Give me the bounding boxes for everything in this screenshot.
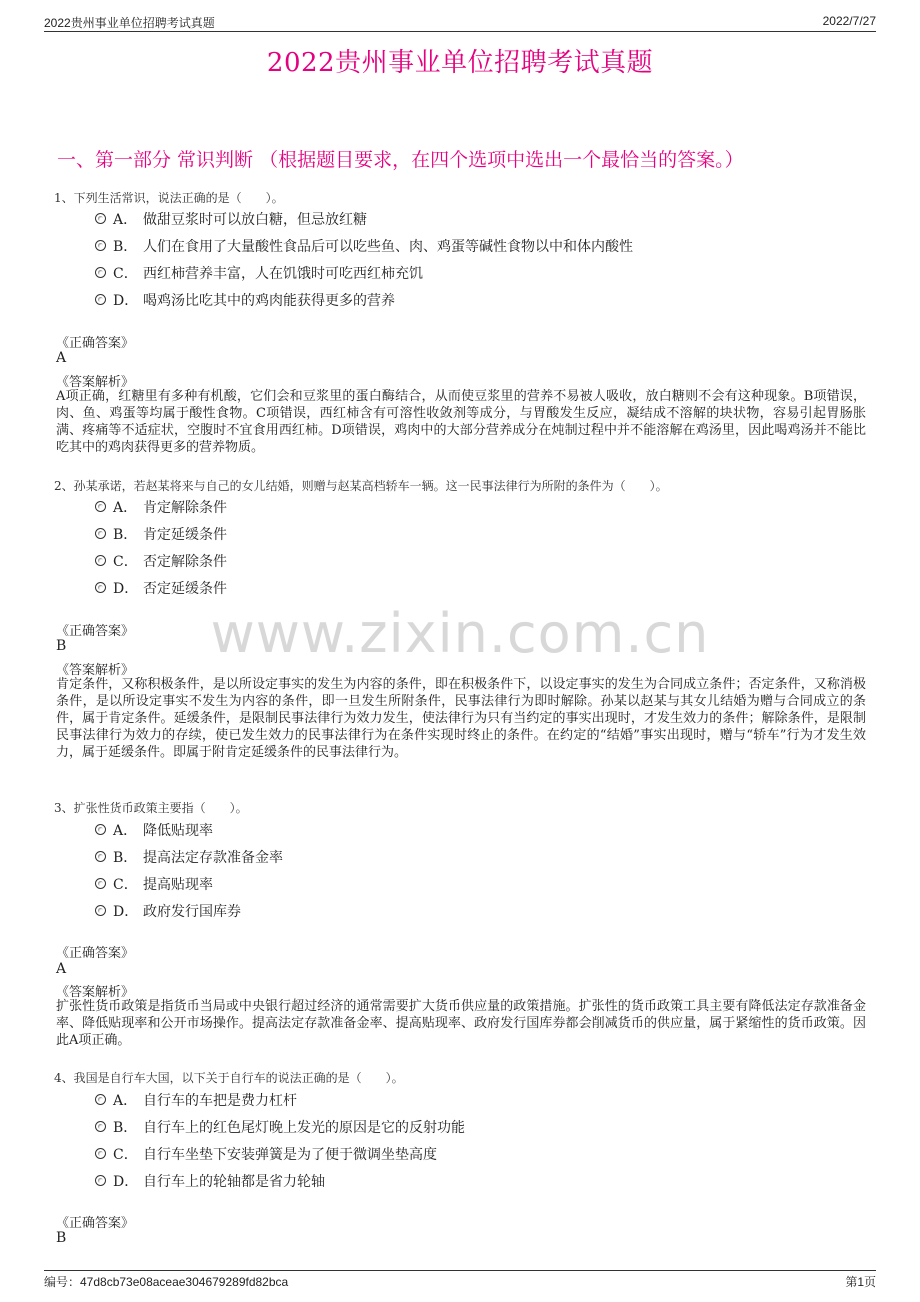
radio-icon[interactable]: [95, 240, 106, 251]
option-letter: A．: [113, 212, 138, 228]
document-id: 编号：47d8cb73e08aceae304679289fd82bca: [44, 1275, 289, 1289]
radio-icon[interactable]: [95, 824, 106, 835]
option-text: 做甜豆浆时可以放白糖，但忌放红糖: [143, 212, 367, 228]
option-letter: A．: [113, 500, 138, 516]
option-text: 否定延缓条件: [143, 581, 227, 597]
radio-icon[interactable]: [95, 1148, 106, 1159]
option-text: 提高贴现率: [143, 877, 213, 893]
option-letter: D．: [113, 1174, 139, 1190]
option-letter: C．: [113, 877, 138, 893]
radio-icon[interactable]: [95, 905, 106, 916]
option-text: 自行车的车把是费力杠杆: [143, 1093, 297, 1109]
radio-icon[interactable]: [95, 267, 106, 278]
question-3-explanation: 扩张性货币政策是指货币当局或中央银行超过经济的通常需要扩大货币供应量的政策措施。扩张性的货币政策工具主要有降低法定存款准备金率、降低贴现率和公开市场操作。提高法定存款准备金率、提高贴现率、政府发行国库券都会削减货币的供应量，属于紧缩性的货币政策。因此A项正确。: [56, 999, 866, 1048]
option-letter: A．: [113, 1093, 138, 1109]
option-letter: B．: [113, 239, 138, 255]
option-text: 肯定解除条件: [143, 500, 227, 516]
option-letter: B．: [113, 850, 138, 866]
question-2-answer: B: [56, 638, 67, 654]
radio-icon[interactable]: [95, 1175, 106, 1186]
page-footer: [44, 1273, 876, 1291]
option-text: 否定解除条件: [143, 554, 227, 570]
question-1-stem: 1、下列生活常识，说法正确的是（ ）。: [54, 191, 284, 205]
radio-icon[interactable]: [95, 851, 106, 862]
question-1-answer: A: [56, 350, 67, 366]
question-2-stem: 2、孙某承诺，若赵某将来与自己的女儿结婚，则赠与赵某高档轿车一辆。这一民事法律行为所附的条件为（ ）。: [54, 479, 668, 493]
document-title: 2022贵州事业单位招聘考试真题: [266, 48, 654, 78]
option-text: 提高法定存款准备金率: [143, 850, 283, 866]
radio-icon[interactable]: [95, 1121, 106, 1132]
question-2-explanation: 肯定条件，又称积极条件，是以所设定事实的发生为内容的条件，即在积极条件下，以设定事实的发生为合同成立条件；否定条件，又称消极条件，是以所设定事实不发生为内容的条件，即一旦发生所附条件，民事法律行为即时解除。孙某以赵某与其女儿结婚为赠与合同成立的条件，属于肯定条件。延缓条件，是限制民事法律行为效力发生，使法律行为只有当约定的事实出现时，才发生效力的条件；解除条件，是限制民事法律行为效力的存续，使已发生效力的民事法律行为在条件实现时终止的条件。在约定的“结婚”事实出现时，赠与“轿车”行为才发生效力，属于延缓条件。即属于附肯定延缓条件的民事法律行为。: [56, 677, 866, 760]
answer-label: 《正确答案》: [56, 946, 135, 961]
radio-icon[interactable]: [95, 501, 106, 512]
option-text: 自行车坐垫下安装弹簧是为了便于微调坐垫高度: [143, 1147, 437, 1163]
footer-divider: [44, 1270, 876, 1271]
header-divider: [44, 31, 876, 32]
option-letter: B．: [113, 1120, 138, 1136]
radio-icon[interactable]: [95, 1094, 106, 1105]
option-letter: D．: [113, 581, 139, 597]
option-letter: C．: [113, 554, 138, 570]
explanation-label: 《答案解析》: [56, 375, 135, 390]
option-text: 西红柿营养丰富，人在饥饿时可吃西红柿充饥: [143, 266, 423, 282]
section-heading: 一、第一部分 常识判断 （根据题目要求，在四个选项中选出一个最恰当的答案。）: [57, 149, 744, 171]
option-letter: D．: [113, 293, 139, 309]
radio-icon[interactable]: [95, 582, 106, 593]
page-header: [44, 12, 876, 32]
option-text: 喝鸡汤比吃其中的鸡肉能获得更多的营养: [143, 293, 395, 309]
question-4-stem: 4、我国是自行车大国，以下关于自行车的说法正确的是（ ）。: [54, 1071, 404, 1085]
option-letter: C．: [113, 266, 138, 282]
page-number: 第1页: [845, 1275, 876, 1289]
option-text: 降低贴现率: [143, 823, 213, 839]
option-letter: A．: [113, 823, 138, 839]
header-date: 2022/7/27: [822, 14, 876, 28]
radio-icon[interactable]: [95, 213, 106, 224]
answer-label: 《正确答案》: [56, 624, 135, 639]
option-text: 政府发行国库券: [143, 904, 241, 920]
radio-icon[interactable]: [95, 878, 106, 889]
radio-icon[interactable]: [95, 555, 106, 566]
explanation-label: 《答案解析》: [56, 985, 135, 1000]
question-1-explanation: A项正确，红糖里有多种有机酸，它们会和豆浆里的蛋白酶结合，从而使豆浆里的营养不易被人吸收，放白糖则不会有这种现象。B项错误，肉、鱼、鸡蛋等均属于酸性食物。C项错误，西红柿含有可溶性收敛剂等成分，与胃酸发生反应，凝结成不溶解的块状物，容易引起胃肠胀满、疼痛等不适症状，空腹时不宜食用西红柿。D项错误，鸡肉中的大部分营养成分在炖制过程中并不能溶解在鸡汤里，因此喝鸡汤并不能比吃其中的鸡肉获得更多的营养物质。: [56, 389, 866, 455]
option-text: 自行车上的轮轴都是省力轮轴: [143, 1174, 325, 1190]
answer-label: 《正确答案》: [56, 1216, 135, 1231]
option-text: 肯定延缓条件: [143, 527, 227, 543]
question-3-answer: A: [56, 961, 67, 977]
option-letter: C．: [113, 1147, 138, 1163]
header-doc-title: 2022贵州事业单位招聘考试真题: [44, 16, 215, 30]
explanation-label: 《答案解析》: [56, 663, 135, 678]
answer-label: 《正确答案》: [56, 336, 135, 351]
option-text: 人们在食用了大量酸性食品后可以吃些鱼、肉、鸡蛋等碱性食物以中和体内酸性: [143, 239, 633, 255]
question-3-stem: 3、扩张性货币政策主要指（ ）。: [54, 801, 248, 815]
watermark: www.zixin.com.cn: [210, 602, 710, 665]
option-letter: D．: [113, 904, 139, 920]
radio-icon[interactable]: [95, 528, 106, 539]
option-letter: B．: [113, 527, 138, 543]
option-text: 自行车上的红色尾灯晚上发光的原因是它的反射功能: [143, 1120, 465, 1136]
question-4-answer: B: [56, 1230, 67, 1246]
radio-icon[interactable]: [95, 294, 106, 305]
